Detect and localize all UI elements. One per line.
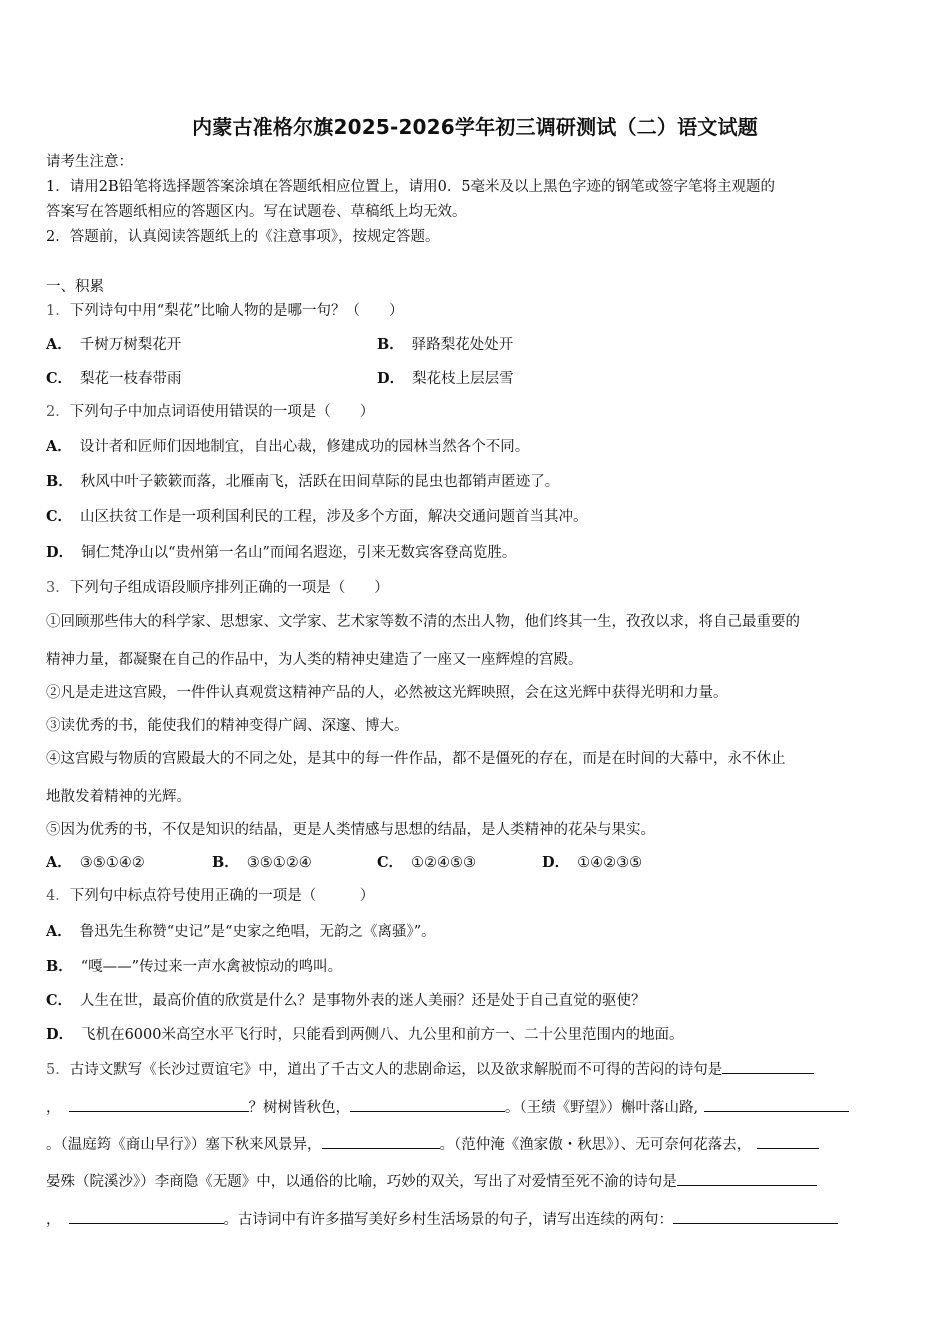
question-text: 下列句中标点符号使用正确的一项是（ ） — [69, 888, 375, 904]
option-label: A． — [46, 923, 72, 940]
q3-option-d — [542, 853, 642, 873]
question-text: ， — [46, 1212, 61, 1228]
option-text: 梨花一枝春带雨 — [80, 371, 182, 387]
option-text: 设计者和匠师们因地制宜，自出心裁，修建成功的园林当然各个不同。 — [79, 439, 530, 455]
q3-option-a — [46, 853, 145, 873]
option-text: ③⑤①④② — [79, 855, 145, 871]
answer-blank[interactable] — [722, 1059, 814, 1074]
notice-item-1-cont: 答案写在答题纸相应的答题区内。写在试题卷、草稿纸上均无效。 — [46, 204, 467, 220]
option-text: 人生在世，最高价值的欣赏是什么？是事物外表的迷人美丽？还是处于自己直觉的驱使？ — [80, 993, 646, 1009]
option-text: 梨花枝上层层雪 — [412, 371, 514, 387]
question-number: 4． — [46, 888, 70, 904]
option-text: ①②④⑤③ — [411, 855, 477, 871]
q3-sentence-4: ④这宫殿与物质的宫殿最大的不同之处，是其中的每一件作品，都不是僵死的存在，而是在时间的大幕中，永不休止 — [46, 751, 786, 767]
option-label: A． — [46, 854, 72, 871]
q3-sentence-5: ⑤因为优秀的书，不仅是知识的结晶，更是人类情感与思想的结晶，是人类精神的花朵与果实。 — [46, 822, 655, 838]
option-text: 山区扶贫工作是一项利国利民的工程，涉及多个方面，解决交通问题首当其冲。 — [80, 509, 588, 525]
answer-blank[interactable] — [322, 1134, 440, 1149]
question-text: 晏殊（院溪沙》）李商隐《无题》中，以通俗的比喻，巧妙的双关，写出了对爱情至死不渝的诗句是 — [46, 1174, 677, 1190]
q4-option-a — [46, 922, 436, 942]
option-label: D． — [46, 1026, 74, 1043]
option-text: ③⑤①②④ — [246, 855, 312, 871]
notice-heading: 请考生注意： — [46, 154, 133, 170]
option-text: 铜仁梵净山以“贵州第一名山”而闻名遐迩，引来无数宾客登高览胜。 — [81, 545, 517, 561]
question-text: 古诗文默写《长沙过贾谊宅》中，道出了千古文人的悲剧命运，以及欲求解脱而不可得的苦闷的诗句是 — [69, 1062, 723, 1078]
question-2-stem — [46, 402, 374, 422]
option-label: B． — [46, 473, 73, 490]
option-label: C． — [377, 854, 404, 871]
question-number: 3． — [46, 580, 70, 596]
option-label: A． — [46, 336, 72, 353]
option-label: C． — [46, 508, 73, 525]
option-label: D． — [46, 544, 74, 561]
answer-blank[interactable] — [677, 1171, 817, 1186]
question-5-line-2 — [46, 1097, 849, 1118]
question-text: 下列句子组成语段顺序排列正确的一项是（ ） — [69, 580, 389, 596]
question-5-line-1 — [46, 1059, 814, 1080]
question-text: 下列句子中加点词语使用错误的一项是（ ） — [69, 404, 375, 420]
question-text: ， — [46, 1100, 61, 1116]
q1-option-d — [377, 369, 514, 389]
option-label: D． — [377, 370, 405, 387]
q4-option-b — [46, 957, 342, 977]
option-text: “嘎——”传过来一声水禽被惊动的鸣叫。 — [80, 959, 343, 975]
q3-sentence-1: ①回顾那些伟大的科学家、思想家、文学家、艺术家等数不清的杰出人物，他们终其一生，孜孜以求，将自己最重要的 — [46, 614, 800, 630]
answer-blank[interactable] — [757, 1134, 819, 1149]
option-text: 秋风中叶子簌簌而落，北雁南飞，活跃在田间草际的昆虫也都销声匿迹了。 — [80, 474, 560, 490]
answer-blank[interactable] — [704, 1097, 849, 1112]
question-text: 。（范仲淹《渔家傲・秋思》）、无可奈何花落去， — [439, 1137, 752, 1153]
notice-item-1: 1．请用2B铅笔将选择题答案涂填在答题纸相应位置上，请用0．5毫米及以上黑色字迹的钢笔或签字笔将主观题的 — [46, 179, 776, 195]
q2-option-a — [46, 437, 529, 457]
option-label: B． — [46, 958, 73, 975]
question-number: 2． — [46, 404, 70, 420]
question-4-stem — [46, 886, 374, 906]
q1-option-b — [377, 335, 513, 355]
option-text: 千树万树梨花开 — [79, 337, 182, 353]
question-text: 。古诗词中有许多描写美好乡村生活场景的句子，请写出连续的两句： — [223, 1212, 673, 1228]
question-text: 。（温庭筠《商山早行》）塞下秋来风景异， — [46, 1137, 322, 1153]
option-label: B． — [212, 854, 239, 871]
answer-blank[interactable] — [69, 1209, 224, 1224]
option-text: 飞机在6000米高空水平飞行时，只能看到两侧八、九公里和前方一、二十公里范围内的地面。 — [81, 1027, 684, 1043]
answer-blank[interactable] — [350, 1097, 505, 1112]
question-number: 1． — [46, 303, 70, 319]
q4-option-d — [46, 1025, 683, 1045]
answer-blank[interactable] — [69, 1097, 249, 1112]
question-text: 。（王绩《野望》）槲叶落山路, — [505, 1100, 699, 1116]
option-text: 驿路梨花处处开 — [411, 337, 514, 353]
option-label: A． — [46, 438, 72, 455]
question-text: ？树树皆秋色， — [248, 1100, 350, 1116]
option-label: C． — [46, 992, 73, 1009]
question-5-line-4 — [46, 1171, 817, 1192]
question-3-stem — [46, 578, 389, 598]
question-1-stem — [46, 301, 404, 321]
section-heading: 一、积累 — [46, 279, 104, 295]
q2-option-b — [46, 472, 559, 492]
q3-sentence-4-cont: 地散发着精神的光辉。 — [46, 789, 191, 805]
option-label: C． — [46, 370, 73, 387]
q2-option-c — [46, 507, 588, 527]
option-label: B． — [377, 336, 404, 353]
option-text: ①④②③⑤ — [577, 855, 643, 871]
q3-option-c — [377, 853, 476, 873]
question-5-line-3 — [46, 1134, 819, 1155]
option-text: 鲁迅先生称赞“史记”是“史家之绝唱，无韵之《离骚》”。 — [79, 924, 436, 940]
q3-option-b — [212, 853, 312, 873]
q3-sentence-3: ③读优秀的书，能使我们的精神变得广阔、深邃、博大。 — [46, 718, 409, 734]
question-number: 5． — [46, 1062, 70, 1078]
q3-sentence-2: ②凡是走进这宫殿，一件件认真观赏这精神产品的人，必然被这光辉映照，会在这光辉中获得光明和力量。 — [46, 685, 728, 701]
q1-option-a — [46, 335, 181, 355]
q2-option-d — [46, 543, 516, 563]
option-label: D． — [542, 854, 570, 871]
question-text: 下列诗句中用“梨花”比喻人物的是哪一句？（ ） — [69, 303, 404, 319]
q1-option-c — [46, 369, 182, 389]
answer-blank[interactable] — [673, 1209, 838, 1224]
page-title: 内蒙古准格尔旗2025-2026学年初三调研测试（二）语文试题 — [192, 115, 758, 139]
question-5-line-5 — [46, 1209, 838, 1230]
q4-option-c — [46, 991, 646, 1011]
notice-item-2: 2．答题前，认真阅读答题纸上的《注意事项》，按规定答题。 — [46, 229, 440, 245]
q3-sentence-1-cont: 精神力量，都凝聚在自己的作品中，为人类的精神史建造了一座又一座辉煌的宫殿。 — [46, 652, 583, 668]
